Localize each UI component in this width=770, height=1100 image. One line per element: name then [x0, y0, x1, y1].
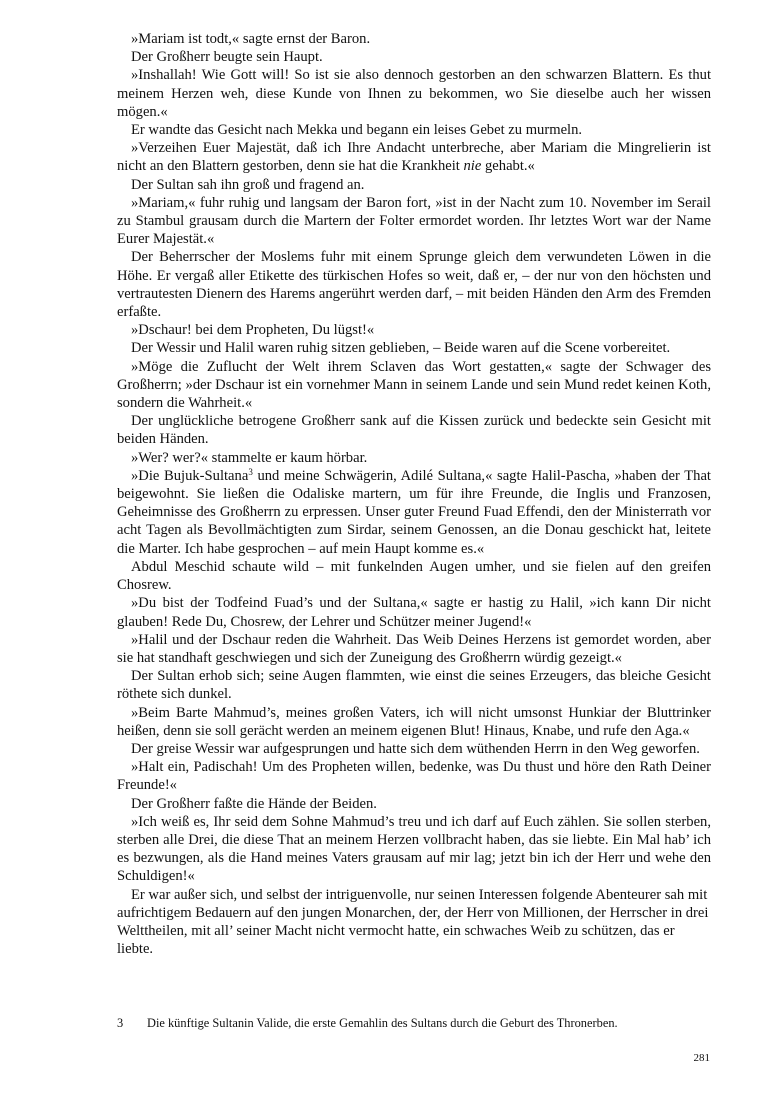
paragraph: »Du bist der Todfeind Fuad’s und der Sultana,« sagte er hastig zu Halil, »ich kann Dir nicht glauben! Rede Du, Chosrew, der Lehrer und Schützer meiner Jugend!« — [117, 595, 711, 630]
paragraph: Der Sultan erhob sich; seine Augen flammten, wie einst die seines Erzeugers, das bleiche Gesicht röthete sich dunkel. — [117, 668, 711, 703]
paragraph: Abdul Meschid schaute wild – mit funkelnden Augen umher, und sie fielen auf den greifen Chosrew. — [117, 558, 711, 594]
paragraph: »Beim Barte Mahmud’s, meines großen Vaters, ich will nicht umsonst Hunkiar der Bluttrinker heißen, denn sie soll gerächt werden an meinem eigenen Blut! Hinaus, Knabe, und rufe den Aga.« — [117, 704, 711, 739]
paragraph: »Mariam ist todt,« sagte ernst der Baron. — [131, 31, 371, 47]
paragraph-text: »Die Bujuk-Sultana — [131, 467, 249, 484]
paragraph: »Möge die Zuflucht der Welt ihrem Sclaven das Wort gestatten,« sagte der Schwager des Großherrn; »der Dschaur ist ein vornehmer Mann in seinem Lande und sein Mund redet keinen Koth, sondern die Wahrheit.« — [117, 358, 711, 412]
paragraph: »Inshallah! Wie Gott will! So ist sie also dennoch gestorben an den schwarzen Blattern. Es thut meinem Herzen weh, diese Kunde von Ihnen zu bekommen, wo Sie dieselbe auch her wissen mögen.« — [117, 67, 711, 120]
paragraph: Er wandte das Gesicht nach Mekka und begann ein leises Gebet zu murmeln. — [131, 122, 583, 139]
paragraph: Der Wessir und Halil waren ruhig sitzen geblieben, – Beide waren auf die Scene vorbereitet. — [131, 340, 671, 357]
emphasis: nie — [463, 158, 482, 175]
footnote-text: Die künftige Sultanin Valide, die erste Gemahlin des Sultans durch die Geburt des Thronerben. — [147, 1016, 618, 1030]
paragraph: Der Sultan sah ihn groß und fragend an. — [131, 176, 365, 193]
footnote-reference: 3 — [248, 466, 253, 477]
paragraph: »Halt ein, Padischah! Um des Propheten willen, bedenke, was Du thust und höre den Rath Deiner Freunde!« — [117, 759, 711, 794]
paragraph — [117, 467, 711, 558]
page-body — [117, 30, 711, 958]
footnote-number: 3 — [117, 1016, 124, 1030]
paragraph: Der Beherrscher der Moslems fuhr mit einem Sprunge gleich dem verwundeten Löwen in die Höhe. Er vergaß aller Etikette des türkischen Hofes so weit, daß er, – der nur von den höchsten und vertrautesten Dienern des Harems angerührt werden darf, – mit beiden Händen den Arm des Fremden erfaßte. — [117, 249, 711, 321]
paragraph-text: »Verzeihen Euer Majestät, daß ich Ihre Andacht unterbreche, aber Mariam die Mingrelierin ist nicht an den Blattern gestorben, denn sie hat die Krankheit — [117, 140, 711, 175]
paragraph: »Dschaur! bei dem Propheten, Du lügst!« — [131, 322, 375, 339]
paragraph: »Mariam,« fuhr ruhig und langsam der Baron fort, »ist in der Nacht zum 10. November im Serail zu Stambul grausam durch die Martern der Folter ermordet worden. Ihr letztes Wort war der Name Eurer Majestät.« — [117, 194, 711, 248]
paragraph: »Ich weiß es, Ihr seid dem Sohne Mahmud’s treu und ich darf auf Euch zählen. Sie sollen sterben, sterben alle Drei, die diese That an meinem Herzen vollbracht haben, das sie liebte. Ein Mal hab’ ich es bezwungen, als die Hand meines Vaters grausam auf mir lag; jetzt bin ich der Herr und wehe den Schuldigen!« — [117, 813, 711, 885]
paragraph: »Wer? wer?« stammelte er kaum hörbar. — [131, 449, 368, 466]
page-number: 281 — [693, 1052, 710, 1064]
paragraph: Der Großherr faßte die Hände der Beiden. — [131, 795, 377, 812]
paragraph: Er war außer sich, und selbst der intriguenvolle, nur seinen Interessen folgende Abenteurer sah mit aufrichtigem Bedauern auf den jungen Monarchen, der, der Herr von Millionen, der Herrscher in drei Welttheilen, mit all’ seiner Macht nicht vermocht hatte, ein schwaches Weib zu schützen, das er liebte. — [117, 886, 709, 958]
paragraph: »Halil und der Dschaur reden die Wahrheit. Das Weib Deines Herzens ist gemordet worden, aber sie hat standhaft geschwiegen und sich der Zuneigung des Großherrn würdig gezeigt.« — [117, 631, 711, 666]
footnote — [117, 1015, 711, 1031]
paragraph: Der unglückliche betrogene Großherr sank auf die Kissen zurück und bedeckte sein Gesicht mit beiden Händen. — [117, 413, 711, 448]
paragraph: Der greise Wessir war aufgesprungen und hatte sich dem wüthenden Herrn in den Weg geworfen. — [131, 740, 700, 757]
paragraph — [117, 139, 711, 175]
paragraph-text: gehabt.« — [481, 158, 535, 175]
paragraph-text: und meine Schwägerin, Adilé Sultana,« sagte Halil-Pascha, »haben der That beigewohnt. Sie ließen die Odaliske martern, um für ihre Freunde, die Inglis und Franzosen, Geheimnisse des Großherrn zu erpressen. Unser guter Freund Fuad Effendi, den der Ministerrath vor acht Tagen als Bevollmächtigten zum Sirdar, seinem Genossen, an die Donau geschickt hat, leitete die Marter. Ich habe gesprochen – auf mein Haupt komme es.« — [117, 467, 711, 557]
paragraph: Der Großherr beugte sein Haupt. — [131, 49, 323, 66]
